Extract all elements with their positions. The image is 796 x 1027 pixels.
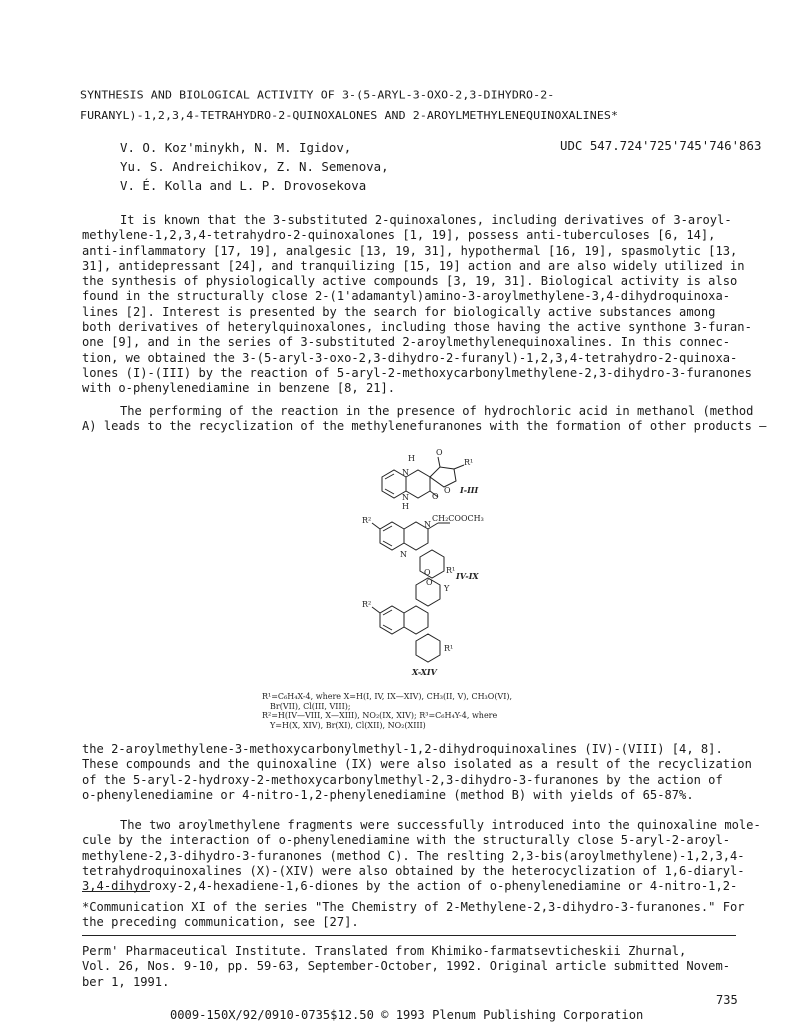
- page-number: 735: [716, 993, 738, 1007]
- title-line-2: FURANYL)-1,2,3,4-TETRAHYDRO-2-QUINOXALONES AND 2-AROYLMETHYLENEQUINOXALINES*: [80, 108, 619, 122]
- substituent-label: Y: [444, 584, 450, 593]
- text-line: one [9], and in the series of 3-substituted 2-aroylmethylenequinoxalines. In this connec-: [82, 335, 731, 350]
- atom-label: N: [400, 550, 407, 559]
- text-line: the 2-aroylmethylene-3-methoxycarbonylmethyl-1,2-dihydroquinoxalines (IV)-(VIII) [4, 8].: [82, 742, 723, 756]
- author-list: [120, 138, 389, 195]
- text-line: 3,4-dihydroxy-2,4-hexadiene-1,6-diones by the action of o-phenylenediamine or 4-nitro-1,2-: [82, 879, 738, 894]
- legend-line: R¹=C₆H₄X-4, where X=H(I, IV, IX—XIV), CH₃(II, V), CH₃O(VI),: [262, 692, 513, 701]
- affiliation-line: Vol. 26, Nos. 9-10, pp. 59-63, September-October, 1992. Original article submitted Novem-: [82, 959, 731, 974]
- reaction-scheme: [360, 445, 520, 680]
- atom-label: O: [432, 492, 439, 501]
- text-line: both derivatives of heterylquinoxalones, including those having the active synthone 3-furan-: [82, 320, 752, 335]
- text-line: the synthesis of physiologically active compounds [3, 19, 31]. Biological activity is also: [82, 274, 738, 289]
- title-line-1: SYNTHESIS AND BIOLOGICAL ACTIVITY OF 3-(5-ARYL-3-OXO-2,3-DIHYDRO-2-: [80, 87, 555, 102]
- text-line: anti-inflammatory [17, 19], analgesic [13, 19, 31], hypothermal [16, 19], spasmolytic [13,: [82, 243, 738, 258]
- compound-label-10-14: X-XIV: [412, 667, 437, 677]
- scheme-legend: [262, 692, 512, 730]
- affiliation-line: ber 1, 1991.: [82, 974, 170, 989]
- atom-label: H: [402, 502, 409, 511]
- affiliation-divider: [82, 935, 736, 936]
- atom-label: H: [408, 454, 415, 463]
- paragraph-method-b: [82, 742, 762, 803]
- text-line: The two aroylmethylene fragments were successfully introduced into the quinoxaline mole-: [120, 818, 761, 832]
- text-line: o-phenylenediamine or 4-nitro-1,2-phenylenediamine (method B) with yields of 65-87%.: [82, 787, 694, 802]
- text-line: 31], antidepressant [24], and tranquilizing [15, 19] action and are also widely utilized in: [82, 258, 745, 273]
- text-line: cule by the interaction of o-phenylenediamine with the structurally close 5-aryl-2-aroyl-: [82, 833, 731, 848]
- atom-label: O: [424, 568, 431, 577]
- text-line: tion, we obtained the 3-(5-aryl-3-oxo-2,3-dihydro-2-furanyl)-1,2,3,4-tetrahydro-2-quinoxa-: [82, 350, 738, 365]
- text-line: methylene-2,3-dihydro-3-furanones (method C). The reslting 2,3-bis(aroylmethylene)-1,2,3,4-: [82, 848, 745, 863]
- substituent-label: R¹: [446, 566, 456, 575]
- paragraph-intro: [82, 213, 762, 397]
- atom-label: N: [424, 520, 431, 529]
- atom-label: N: [402, 468, 409, 477]
- author-line-3: V. É. Kolla and L. P. Drovosekova: [120, 178, 367, 193]
- text-line: with o-phenylenediamine in benzene [8, 21].: [82, 381, 396, 396]
- atom-label: O: [436, 448, 443, 457]
- substituent-label: R¹: [464, 458, 474, 467]
- legend-line: Y=H(X, XIV), Br(XI), Cl(XII), NO₂(XIII): [270, 720, 426, 730]
- footnote: [82, 900, 762, 931]
- substituent-label: R²: [362, 516, 372, 525]
- footnote-line: the preceding communication, see [27].: [82, 915, 359, 930]
- text-line: methylene-1,2,3,4-tetrahydro-2-quinoxalones [1, 19], possess anti-tuberculoses [6, 14],: [82, 228, 716, 243]
- text-line: lines [2]. Interest is presented by the search for biologically active substances among: [82, 304, 716, 319]
- atom-label: N: [402, 493, 409, 502]
- affiliation-block: [82, 944, 762, 990]
- legend-line: Br(VII), Cl(III, VIII);: [270, 701, 351, 711]
- author-line-2: Yu. S. Andreichikov, Z. N. Semenova,: [120, 159, 389, 174]
- text-line: found in the structurally close 2-(1'adamantyl)amino-3-aroylmethylene-3,4-dihydroquinoxa-: [82, 289, 731, 304]
- substituent-label: R¹: [444, 644, 454, 653]
- atom-label: O: [426, 578, 433, 587]
- copyright-line: 0009-150X/92/0910-0735$12.50 © 1993 Plenum Publishing Corporation: [170, 1008, 644, 1022]
- paragraph-method-c: [82, 818, 762, 894]
- footnote-line: *Communication XI of the series "The Chemistry of 2-Methylene-2,3-dihydro-3-furanones." For: [82, 900, 745, 914]
- substituent-label: R²: [362, 600, 372, 609]
- ester-label: CH₂COOCH₃: [432, 514, 484, 523]
- compound-label-1-3: I-III: [460, 485, 479, 495]
- udc-code: UDC 547.724'725'745'746'863: [560, 138, 762, 153]
- atom-label: O: [444, 486, 451, 495]
- compound-label-4-9: IV-IX: [456, 571, 479, 581]
- affiliation-line: Perm' Pharmaceutical Institute. Translated from Khimiko-farmatsevticheskii Zhurnal,: [82, 944, 687, 958]
- article-title: [80, 84, 770, 126]
- text-line: of the 5-aryl-2-hydroxy-2-methoxycarbonylmethyl-2,3-dihydro-3-furanones by the action of: [82, 772, 723, 787]
- legend-line: R²=H(IV—VIII, X—XIII), NO₂(IX, XIV); R³=C₆H₄Y-4, where: [262, 711, 498, 721]
- author-line-1: V. O. Koz'minykh, N. M. Igidov,: [120, 140, 352, 155]
- text-line: A) leads to the recyclization of the methylenefuranones with the formation of other products —: [82, 419, 767, 434]
- text-line: lones (I)-(III) by the reaction of 5-aryl-2-methoxycarbonylmethylene-2,3-dihydro-3-furanones: [82, 365, 752, 380]
- text-line: tetrahydroquinoxalines (X)-(XIV) were also obtained by the heterocyclization of 1,6-diaryl-: [82, 863, 745, 878]
- text-line: It is known that the 3-substituted 2-quinoxalones, including derivatives of 3-aroyl-: [120, 213, 732, 227]
- text-line: The performing of the reaction in the presence of hydrochloric acid in methanol (method: [120, 404, 754, 418]
- paragraph-method-a: [82, 404, 767, 435]
- text-line: These compounds and the quinoxaline (IX) were also isolated as a result of the recyclization: [82, 757, 752, 772]
- footnote-divider: [82, 891, 150, 892]
